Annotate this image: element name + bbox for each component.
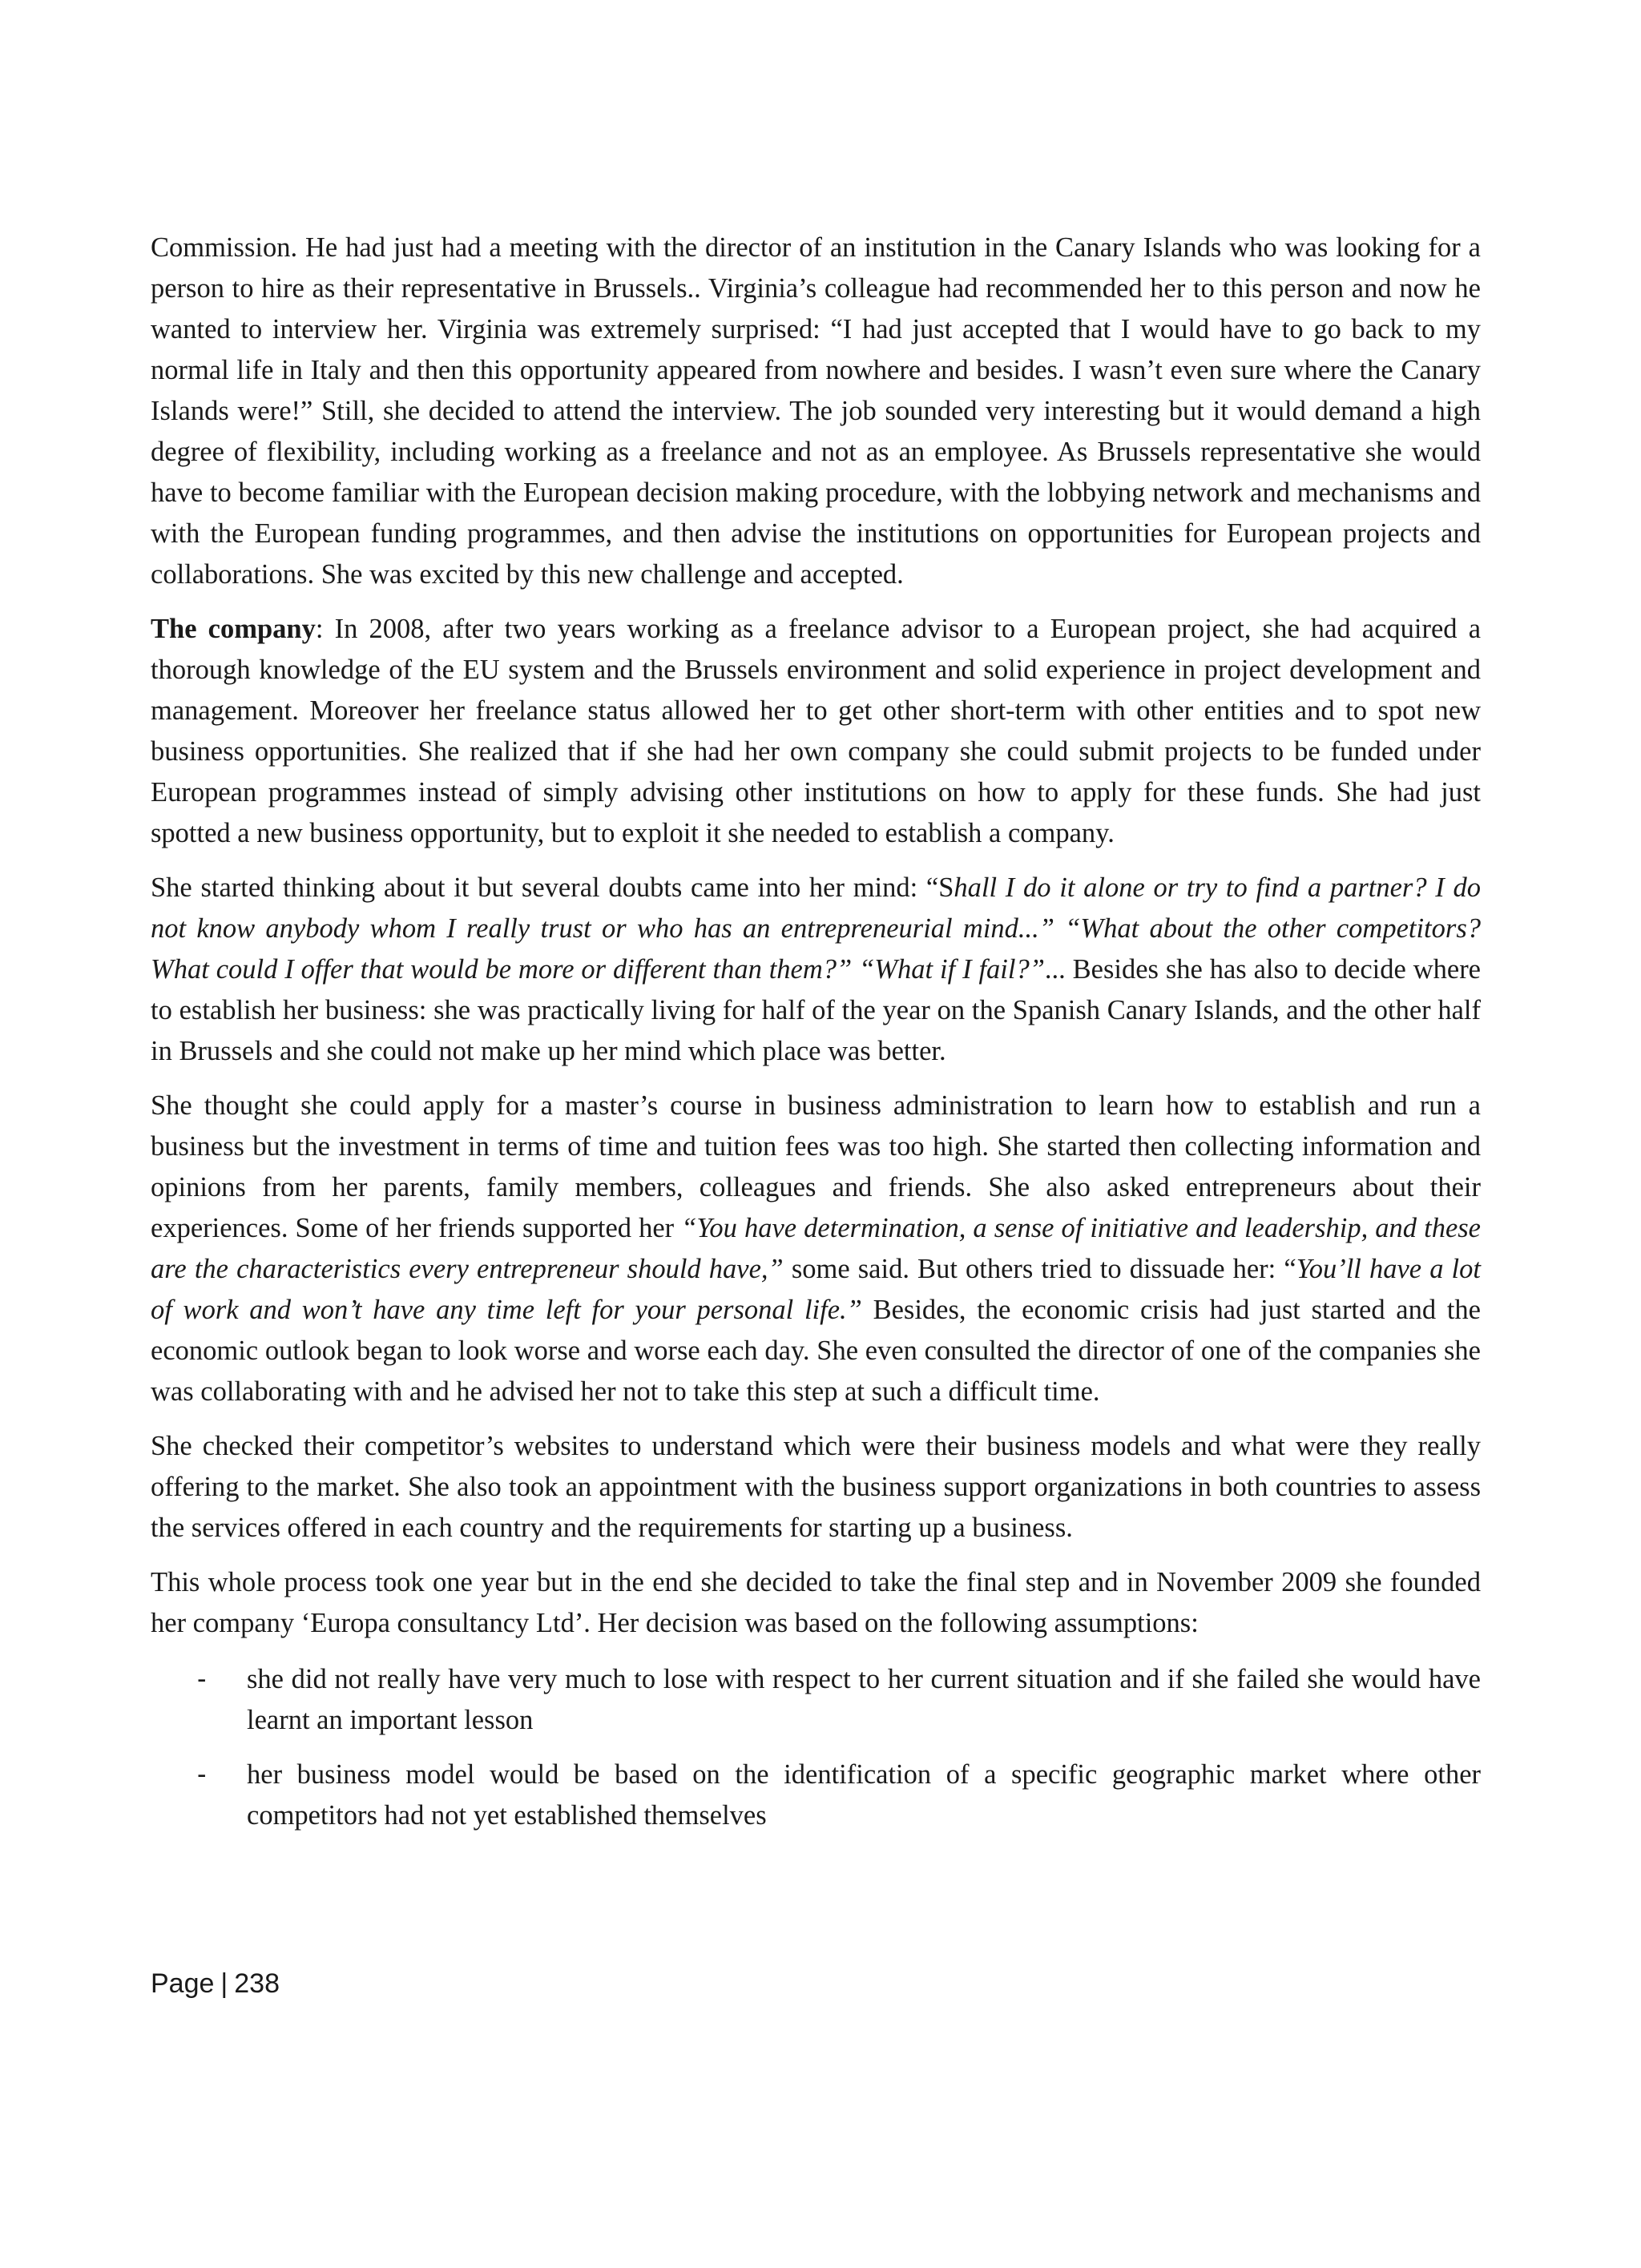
footer-separator: | xyxy=(220,1968,228,1999)
paragraph-text: She thought she could apply for a master’s course in business administration to learn how to establish and run a business but the investment in terms of time and tuition fees was too high. She started then collecting information and opinions from her parents, family members, colleagues and friends. She also asked entrepreneurs about their experiences. Some of her friends supported her xyxy=(151,1090,1481,1243)
section-label: The company xyxy=(151,614,316,644)
paragraph-text: This whole process took one year but in the end she decided to take the final step and in November 2009 she founded her company ‘Europa consultancy Ltd’. Her decision was based on the following assumptions: xyxy=(151,1567,1481,1638)
page-body xyxy=(151,228,1481,1850)
bullet-dash: - xyxy=(197,1664,207,1694)
paragraph-text: She checked their competitor’s websites to understand which were their business models and what were they really offering to the market. She also took an appointment with the business support organizations in both countries to assess the services offered in each country and the requirements for starting up a business. xyxy=(151,1431,1481,1543)
list-item-text: her business model would be based on the identification of a specific geographic market where other competitors had not yet established themselves xyxy=(247,1759,1481,1831)
italic-quote: hall I do it alone or try to find a partner? I do not know anybody whom I really trust or who has an entrepreneurial mind...” “What about the other competitors? What could I offer that would be more or different than them?” “What if I fail?” xyxy=(151,872,1481,985)
list-item-text: she did not really have very much to lose with respect to her current situation and if she failed she would have learnt an important lesson xyxy=(247,1664,1481,1735)
paragraph-competitors xyxy=(151,1426,1481,1549)
paragraph-text: ... Besides she has also to decide where to establish her business: she was practically living for half of the year on the Spanish Canary Islands, and the other half in Brussels and she could not make up her mind which place was better. xyxy=(151,954,1481,1066)
paragraph-the-company xyxy=(151,609,1481,854)
list-item xyxy=(151,1754,1481,1836)
page-label: Page xyxy=(151,1968,215,1999)
paragraph-text: She started thinking about it but several doubts came into her mind: “S xyxy=(151,872,954,903)
paragraph-text: Commission. He had just had a meeting with the director of an institution in the Canary Islands who was looking for a person to hire as their representative in Brussels.. Virginia’s colleague had recommended her to this person and now he wanted to interview her. Virginia was extremely surprised: “I had just accepted that I would have to go back to my normal life in Italy and then this opportunity appeared from nowhere and besides. I wasn’t even sure where the Canary Islands were!” Still, she decided to attend the interview. The job sounded very interesting but it would demand a high degree of flexibility, including working as a freelance and not as an employee. As Brussels representative she would have to become familiar with the European decision making procedure, with the lobbying network and mechanisms and with the European funding programmes, and then advise the institutions on opportunities for European projects and collaborations. She was excited by this new challenge and accepted. xyxy=(151,232,1481,590)
italic-quote: You’ll have a lot of work and won’t have any time left for your personal life.” xyxy=(151,1254,1481,1325)
paragraph-text: some said. But others tried to dissuade her: “ xyxy=(783,1254,1296,1284)
italic-quote: “You have determination, a sense of initiative and leadership, and these are the characteristics every entrepreneur should have,” xyxy=(151,1213,1481,1284)
assumptions-list xyxy=(151,1659,1481,1836)
paragraph-text: Besides, the economic crisis had just started and the economic outlook began to look worse and worse each day. She even consulted the director of one of the companies she was collaborating with and he advised her not to take this step at such a difficult time. xyxy=(151,1295,1481,1407)
paragraph-text: : In 2008, after two years working as a freelance advisor to a European project, she had acquired a thorough knowledge of the EU system and the Brussels environment and solid experience in project development and management. Moreover her freelance status allowed her to get other short-term with other entities and to spot new business opportunities. She realized that if she had her own company she could submit projects to be funded under European programmes instead of simply advising other institutions on how to apply for these funds. She had just spotted a new business opportunity, but to exploit it she needed to establish a company. xyxy=(151,614,1482,848)
paragraph-decision xyxy=(151,1562,1481,1644)
list-item xyxy=(151,1659,1481,1741)
page-number: 238 xyxy=(234,1968,280,1999)
paragraph-opinions xyxy=(151,1086,1481,1412)
page-footer xyxy=(151,1964,280,2003)
paragraph-commission xyxy=(151,228,1481,595)
bullet-dash: - xyxy=(197,1759,207,1790)
paragraph-doubts xyxy=(151,868,1481,1072)
